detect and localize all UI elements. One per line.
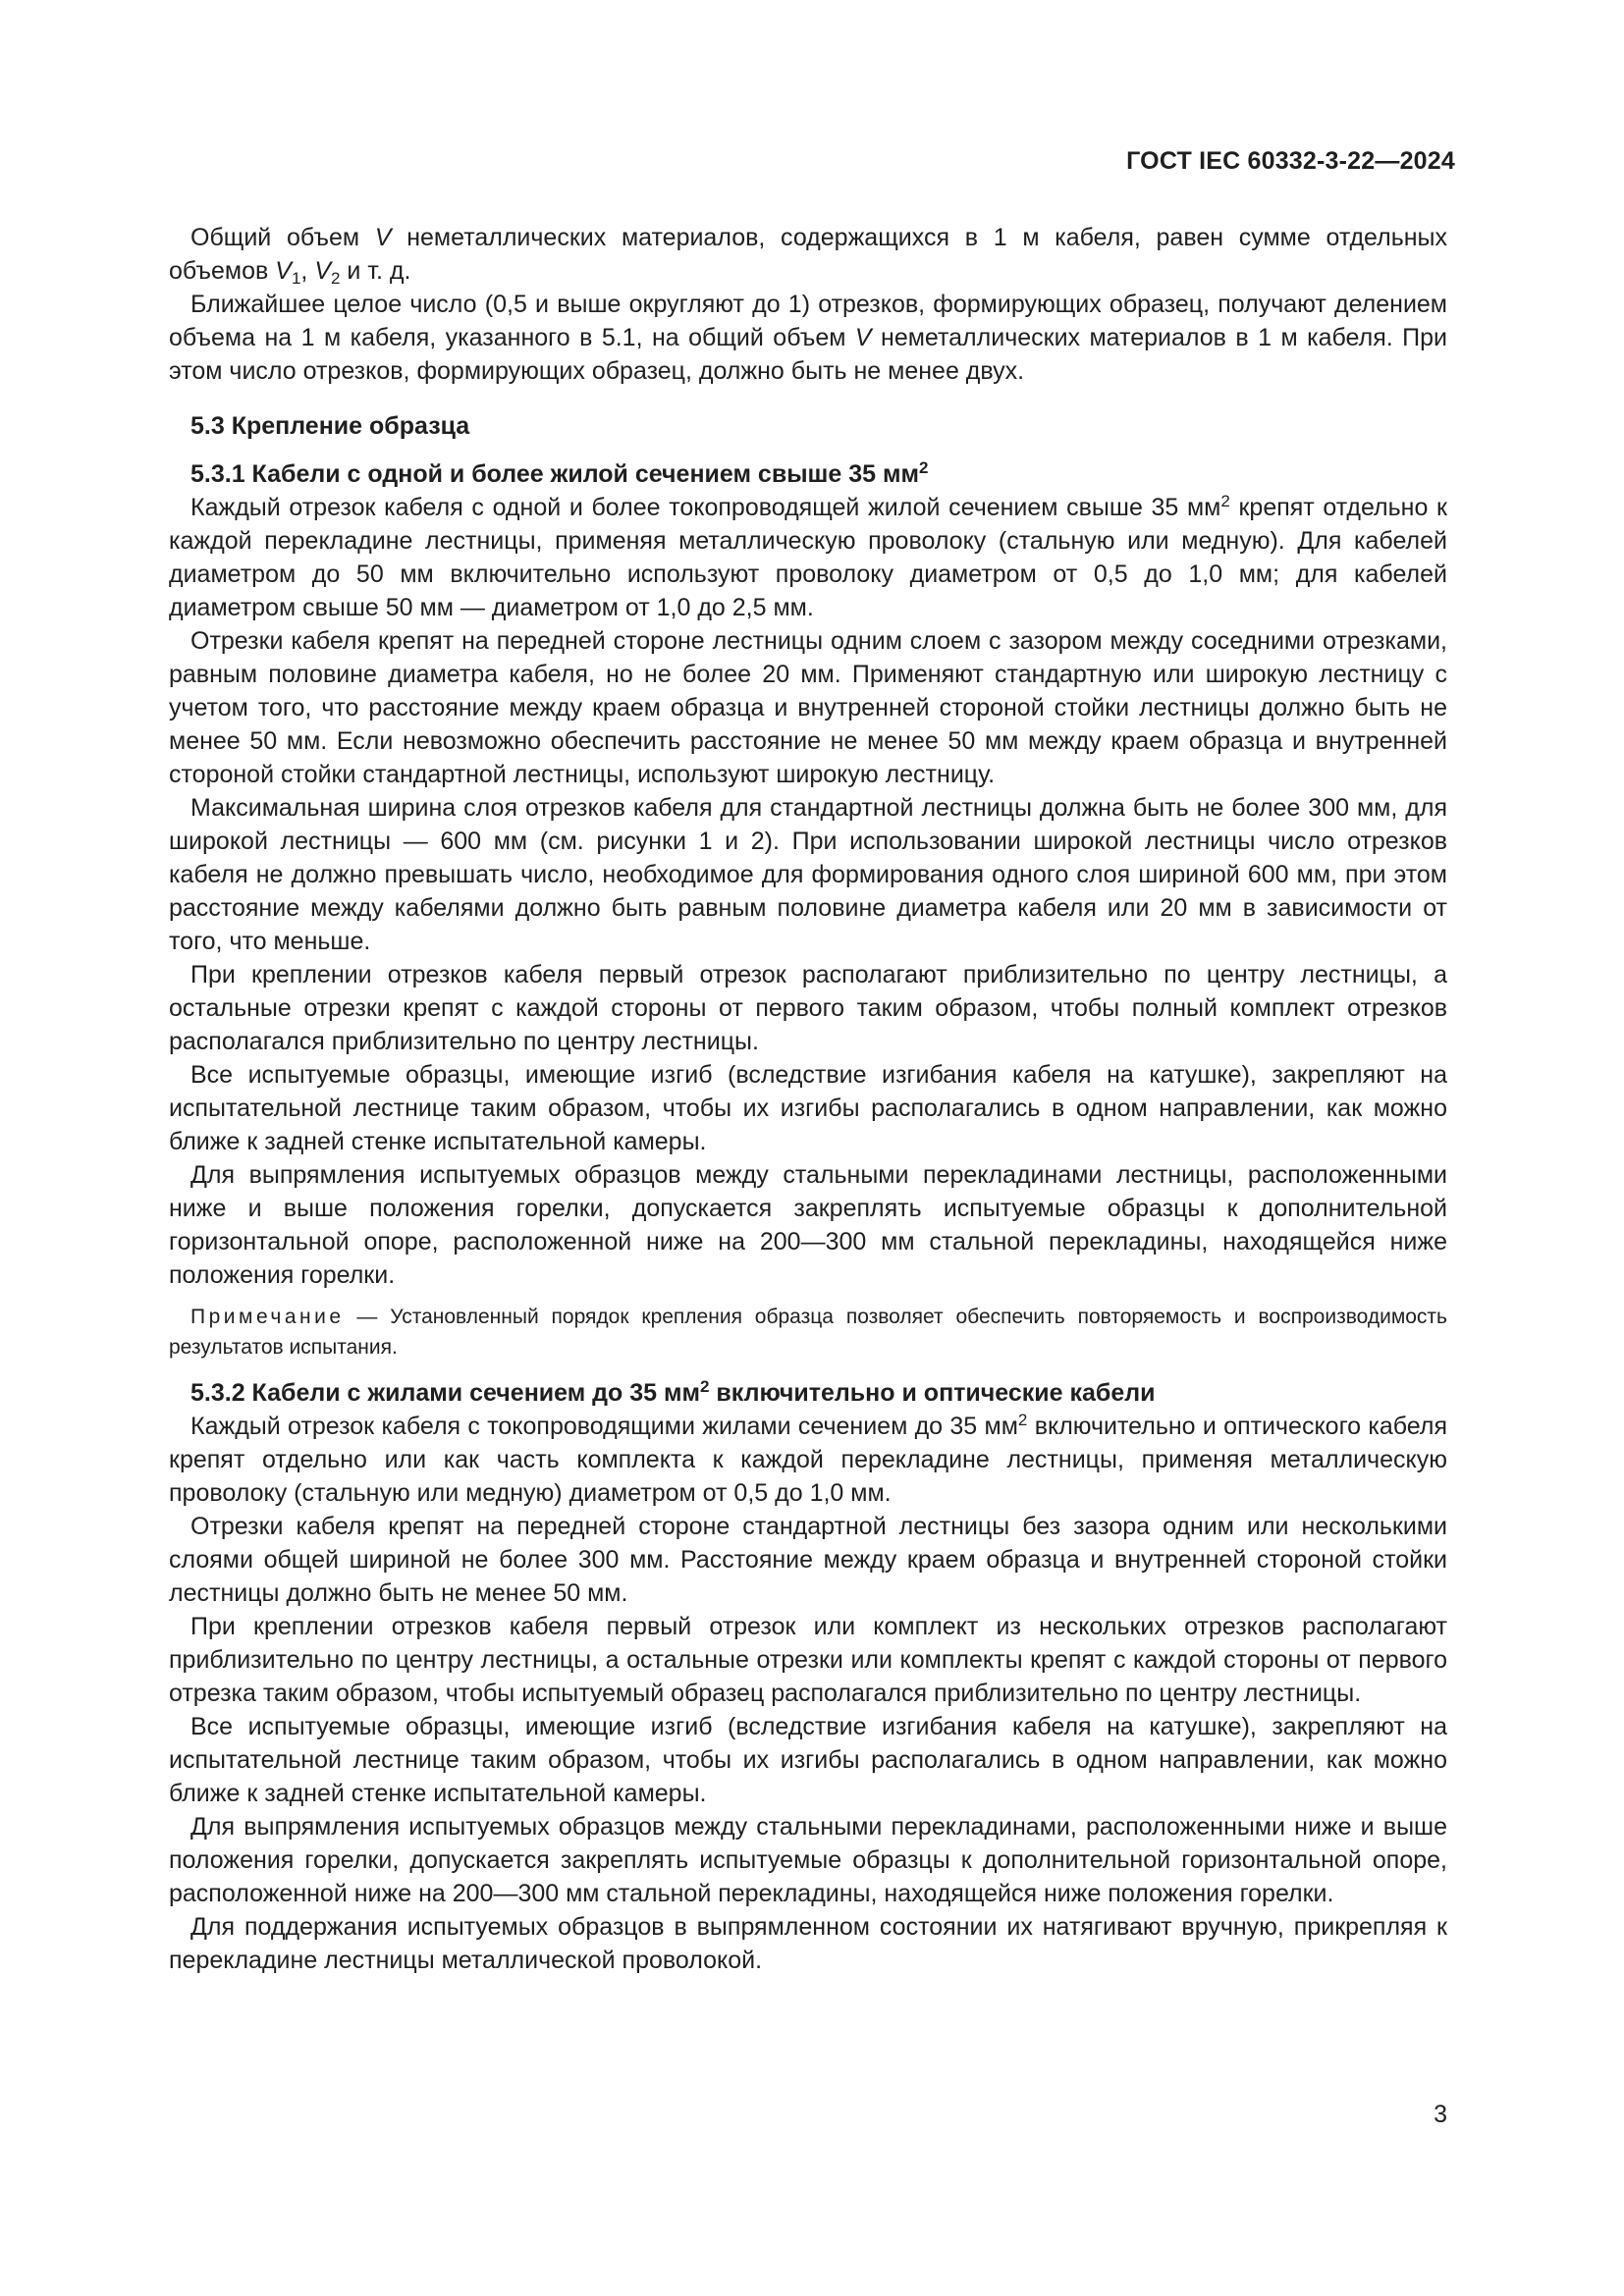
section-5-3-2-paragraph-6: Для поддержания испытуемых образцов в выпрямленном состоянии их натягивают вручную, прикрепляя к перекладине лестницы металлической проволокой.	[169, 1913, 1447, 1974]
section-5-3-2-paragraph-1: Каждый отрезок кабеля с токопроводящими жилами сечением до 35 $мм^2$ включительно и оптического кабеля крепят отдельно или как часть комплекта к каждой перекладине лестницы, применяя металлическую проволоку (стальную или медную) диаметром от 0,5 до 1,0 мм.	[169, 1411, 1447, 1507]
section-5-3-1-paragraph-4: При креплении отрезков кабеля первый отрезок располагают приблизительно по центру лестницы, а остальные отрезки крепят с каждой стороны от первого таким образом, чтобы полный комплект отрезков располагался приблизительно по центру лестницы.	[169, 961, 1447, 1055]
section-5-3-1-heading: 5.3.1 Кабели с одной и более жилой сечением свыше 35 $мм^2$	[190, 458, 929, 488]
note	[169, 1302, 1447, 1362]
section-5-3-2-paragraph-2: Отрезки кабеля крепят на передней стороне стандартной лестницы без зазора одним или несколькими слоями общей шириной не более 300 мм. Расстояние между краем образца и внутренней стороной стойки лестницы должно быть не менее 50 мм.	[169, 1513, 1447, 1607]
page-number: 3	[1434, 2101, 1447, 2128]
section-5-3-1-paragraph-2: Отрезки кабеля крепят на передней стороне лестницы одним слоем с зазором между соседними отрезками, равным половине диаметра кабеля, но не более 20 мм. Применяют стандартную или широкую лестницу с учетом того, что расстояние между краем образца и внутренней стороной стойки лестницы должно быть не менее 50 мм. Если невозможно обеспечить расстояние не менее 50 мм между краем образца и внутренней стороной стойки стандартной лестницы, используют широкую лестницу.	[169, 627, 1447, 788]
section-5-3-1-paragraph-6: Для выпрямления испытуемых образцов между стальными перекладинами лестницы, расположенными ниже и выше положения горелки, допускается закреплять испытуемые образцы к дополнительной горизонтальной опоре, расположенной ниже на 200—300 мм стальной перекладины, находящейся ниже положения горелки.	[169, 1161, 1447, 1289]
section-5-3-2-paragraph-3: При креплении отрезков кабеля первый отрезок или комплект из нескольких отрезков располагают приблизительно по центру лестницы, а остальные отрезки или комплекты крепят с каждой стороны от первого отрезка таким образом, чтобы испытуемый образец располагался приблизительно по центру лестницы.	[169, 1613, 1447, 1707]
note-text: — Установленный порядок крепления образца позволяет обеспечить повторяемость и воспроизводимость результатов испытания.	[169, 1306, 1447, 1359]
standard-code-header: ГОСТ IEC 60332-3-22—2024	[1126, 147, 1455, 175]
section-5-3-2-paragraph-4: Все испытуемые образцы, имеющие изгиб (вследствие изгибания кабеля на катушке), закрепляют на испытательной лестнице таким образом, чтобы их изгибы располагались в одном направлении, как можно ближе к задней стенке испытательной камеры.	[169, 1713, 1447, 1807]
section-5-3-2-paragraph-5: Для выпрямления испытуемых образцов между стальными перекладинами, расположенными ниже и выше положения горелки, допускается закреплять испытуемые образцы к дополнительной горизонтальной опоре, расположенной ниже на 200—300 мм стальной перекладины, находящейся ниже положения горелки.	[169, 1813, 1447, 1907]
section-5-3-2-heading: 5.3.2 Кабели с жилами сечением до 35 $мм^2$ включительно и оптические кабели	[190, 1377, 1156, 1407]
document-body	[169, 221, 1447, 1977]
intro-paragraph-2: Ближайшее целое число (0,5 и выше округляют до 1) отрезков, формирующих образец, получают делением объема на 1 м кабеля, указанного в 5.1, на общий объем V неметаллических материалов в 1 м кабеля. При этом число отрезков, формирующих образец, должно быть не менее двух.	[169, 291, 1447, 385]
note-label: Примечание	[190, 1306, 345, 1328]
section-5-3-1-paragraph-1: Каждый отрезок кабеля с одной и более токопроводящей жилой сечением свыше 35 $мм^2$ крепят отдельно к каждой перекладине лестницы, применяя металлическую проволоку (стальную или медную). Для кабелей диаметром до 50 мм включительно используют проволоку диаметром от 0,5 до 1,0 мм; для кабелей диаметром свыше 50 мм — диаметром от 1,0 до 2,5 мм.	[169, 492, 1447, 621]
section-5-3-heading: 5.3 Крепление образца	[190, 412, 470, 440]
section-5-3-1-paragraph-5: Все испытуемые образцы, имеющие изгиб (вследствие изгибания кабеля на катушке), закрепляют на испытательной лестнице таким образом, чтобы их изгибы располагались в одном направлении, как можно ближе к задней стенке испытательной камеры.	[169, 1061, 1447, 1155]
intro-paragraph-1: Общий объем V неметаллических материалов, содержащихся в 1 м кабеля, равен сумме отдельных объемов $V_1$, $V_2$ и т. д.	[169, 224, 1448, 288]
section-5-3-1-paragraph-3: Максимальная ширина слоя отрезков кабеля для стандартной лестницы должна быть не более 300 мм, для широкой лестницы — 600 мм (см. рисунки 1 и 2). При использовании широкой лестницы число отрезков кабеля не должно превышать число, необходимое для формирования одного слоя шириной 600 мм, при этом расстояние между кабелями должно быть равным половине диаметра кабеля или 20 мм в зависимости от того, что меньше.	[169, 794, 1447, 955]
